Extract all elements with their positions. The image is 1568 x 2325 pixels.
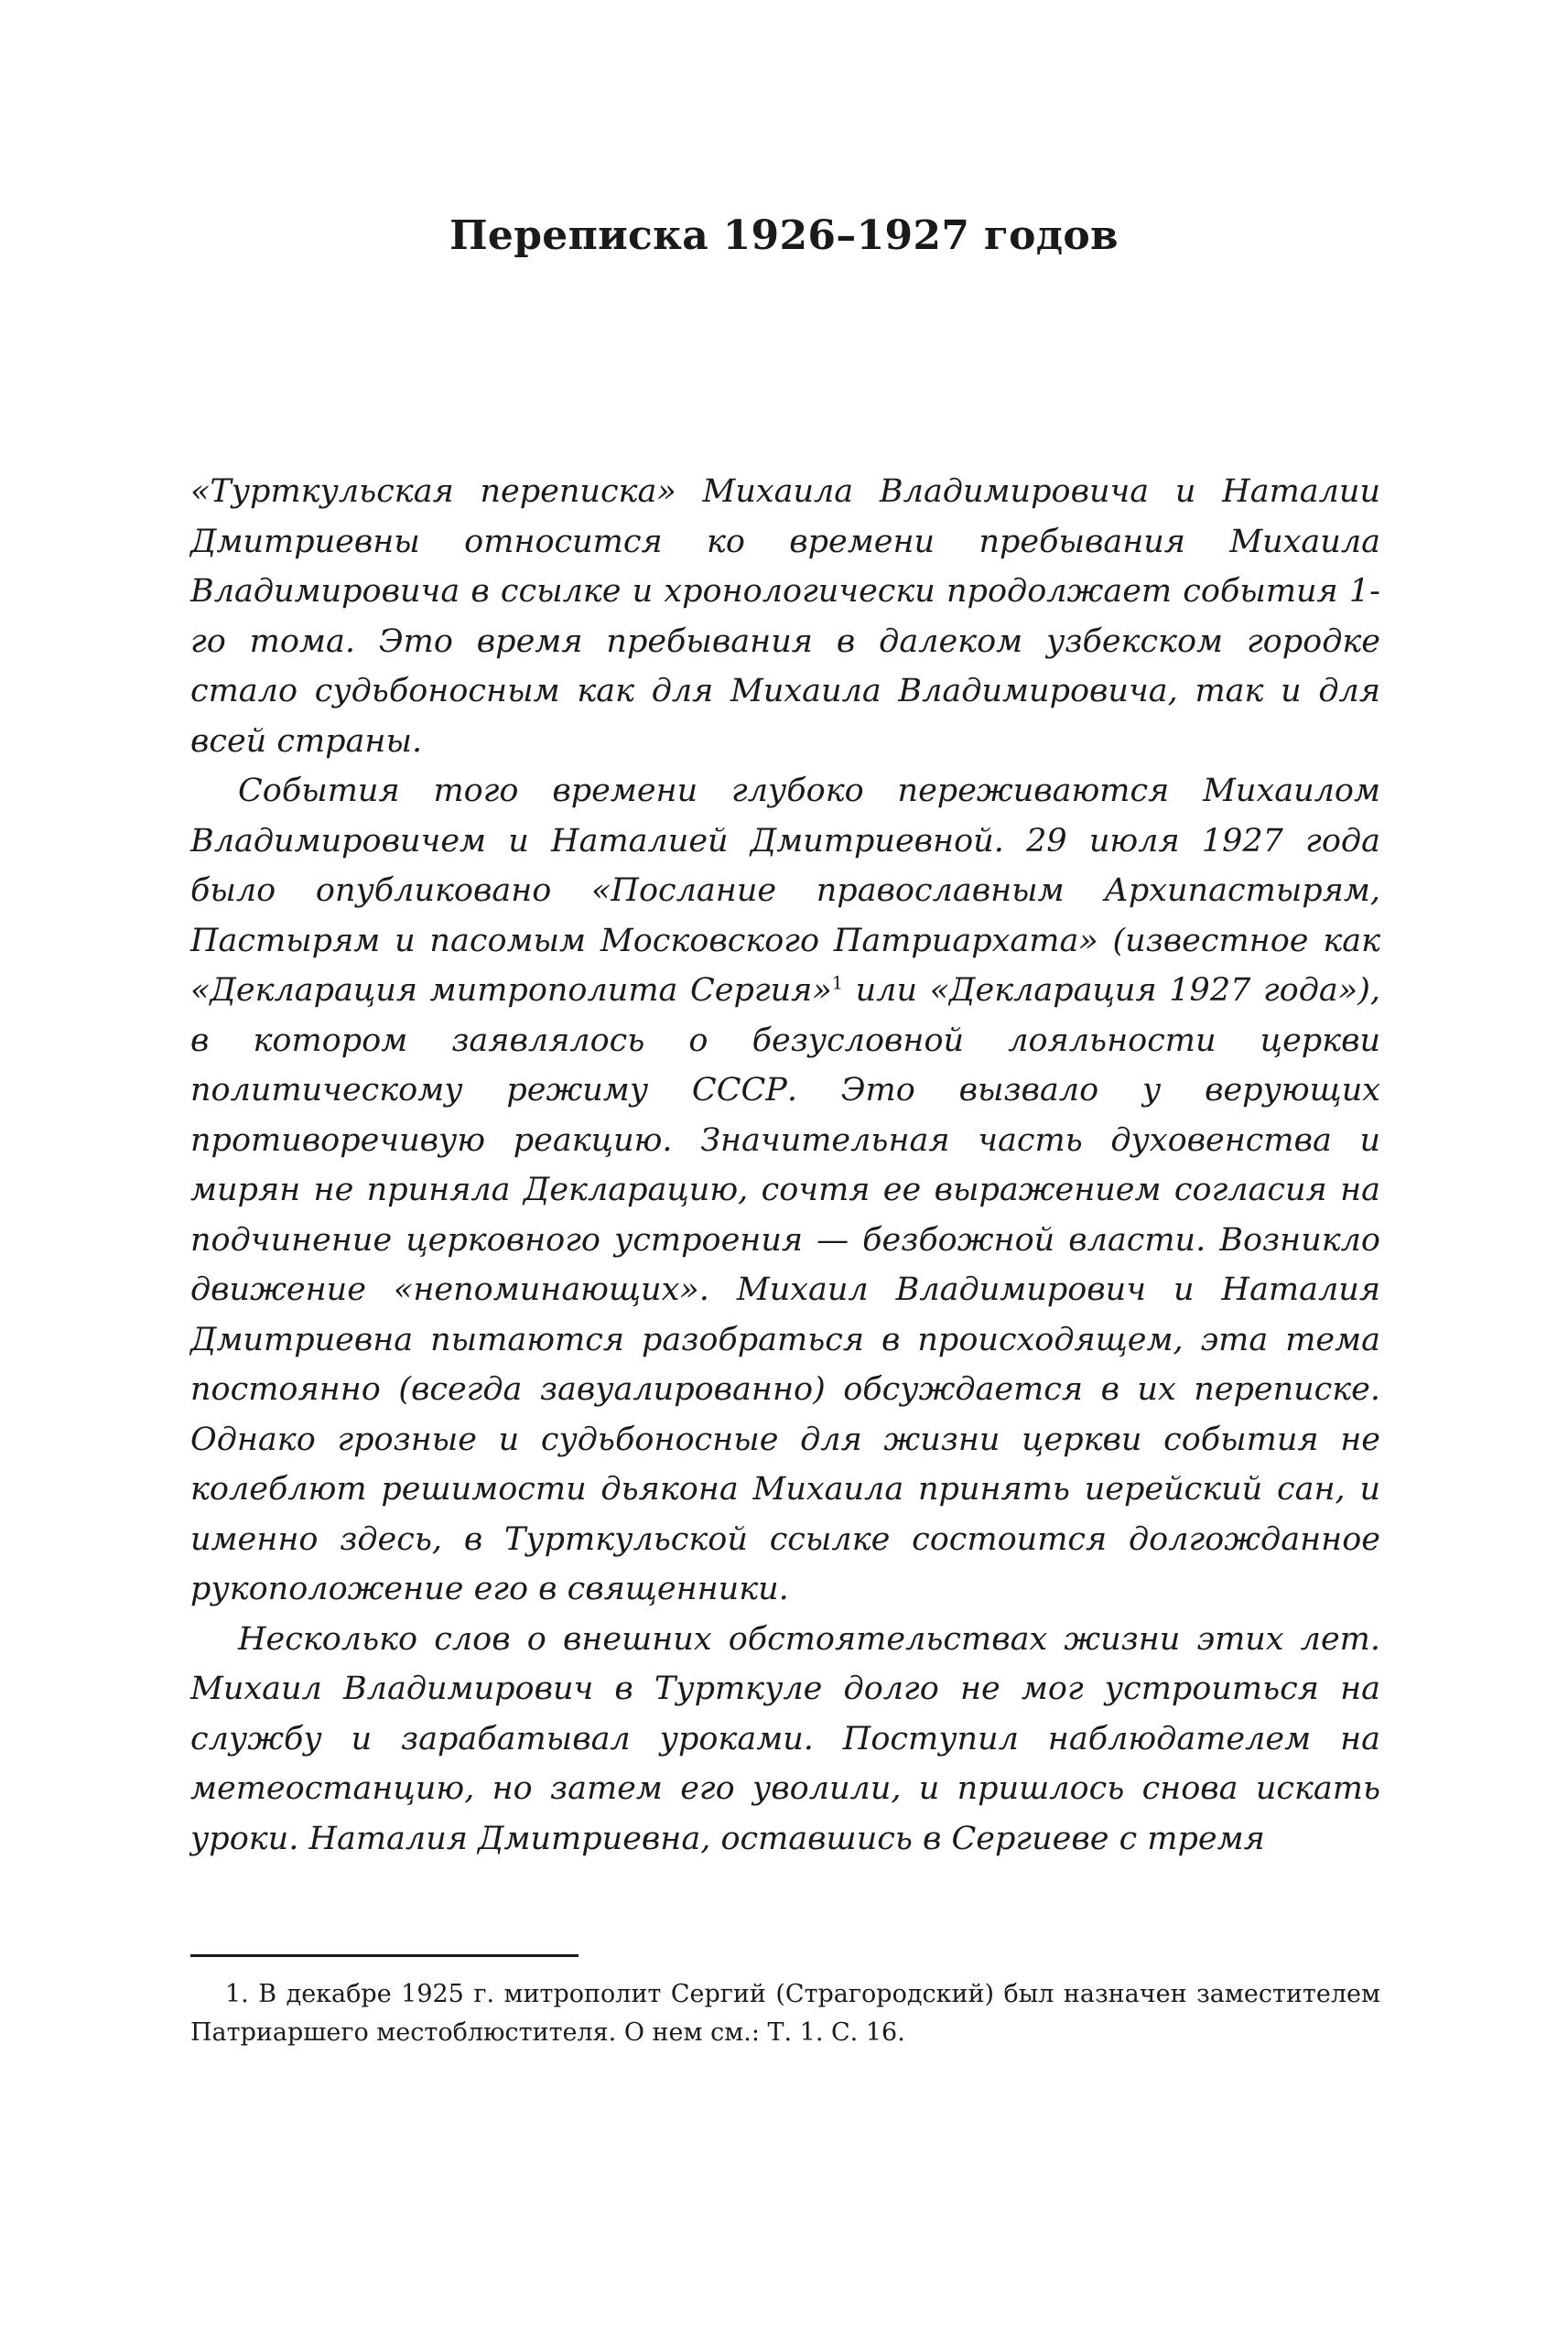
paragraph-2-part-1: События того времени глубоко переживаются Михаилом Владимировичем и Наталией Дмитриевной. 29 июля 1927 года было опубликовано «Послание православным Архипастырям, Пастырям и пасомым Московского Патриархата» (известное как «Декларация митрополита Сергия» <box>190 773 1380 1009</box>
paragraph-2 <box>190 766 1380 1615</box>
footnote-divider <box>190 1954 579 1957</box>
footnote-reference[interactable]: 1 <box>831 972 843 994</box>
footnote-text: В декабре 1925 г. митрополит Сергий (Страгородский) был назначен заместителем Патриаршего местоблюстителя. О нем см.: Т. 1. С. 16. <box>190 1980 1380 2047</box>
chapter-title: Переписка 1926–1927 годов <box>449 212 1119 259</box>
paragraph-1: «Турткульская переписка» Михаила Владимировича и Наталии Дмитриевны относится ко времени пребывания Михаила Владимировича в ссылке и хронологически продолжает события 1-го тома. Это время пребывания в далеком узбекском городке стало судьбоносным как для Михаила Владимировича, так и для всей страны. <box>190 473 1380 760</box>
footnote <box>190 1975 1380 2052</box>
footnote-number: 1. <box>225 1980 249 2008</box>
footnotes <box>190 1975 1380 2052</box>
paragraph-3: Несколько слов о внешних обстоятельствах жизни этих лет. Михаил Владимирович в Турткуле долго не мог устроиться на службу и зарабатывал уроками. Поступил наблюдателем на метеостанцию, но затем его уволили, и пришлось снова искать уроки. Наталия Дмитриевна, оставшись в Сергиеве с тремя <box>190 1620 1380 1857</box>
paragraph-2-part-2: или «Декларация 1927 года»), в котором заявлялось о безусловной лояльности церкви политическому режиму СССР. Это вызвало у верующих противоречивую реакцию. Значительная часть духовенства и мирян не приняла Декларацию, сочтя ее выражением согласия на подчинение церковного устроения — безбожной власти. Возникло движение «непоминающих». Михаил Владимирович и Наталия Дмитриевна пытаются разобраться в происходящем, эта тема постоянно (всегда завуалированно) обсуждается в их переписке. Однако грозные и судьбоносные для жизни церкви события не колеблют решимости дьякона Михаила принять иерейский сан, и именно здесь, в Турткульской ссылке состоится долгожданное рукоположение его в священники. <box>190 972 1380 1607</box>
main-text <box>190 467 1380 1864</box>
